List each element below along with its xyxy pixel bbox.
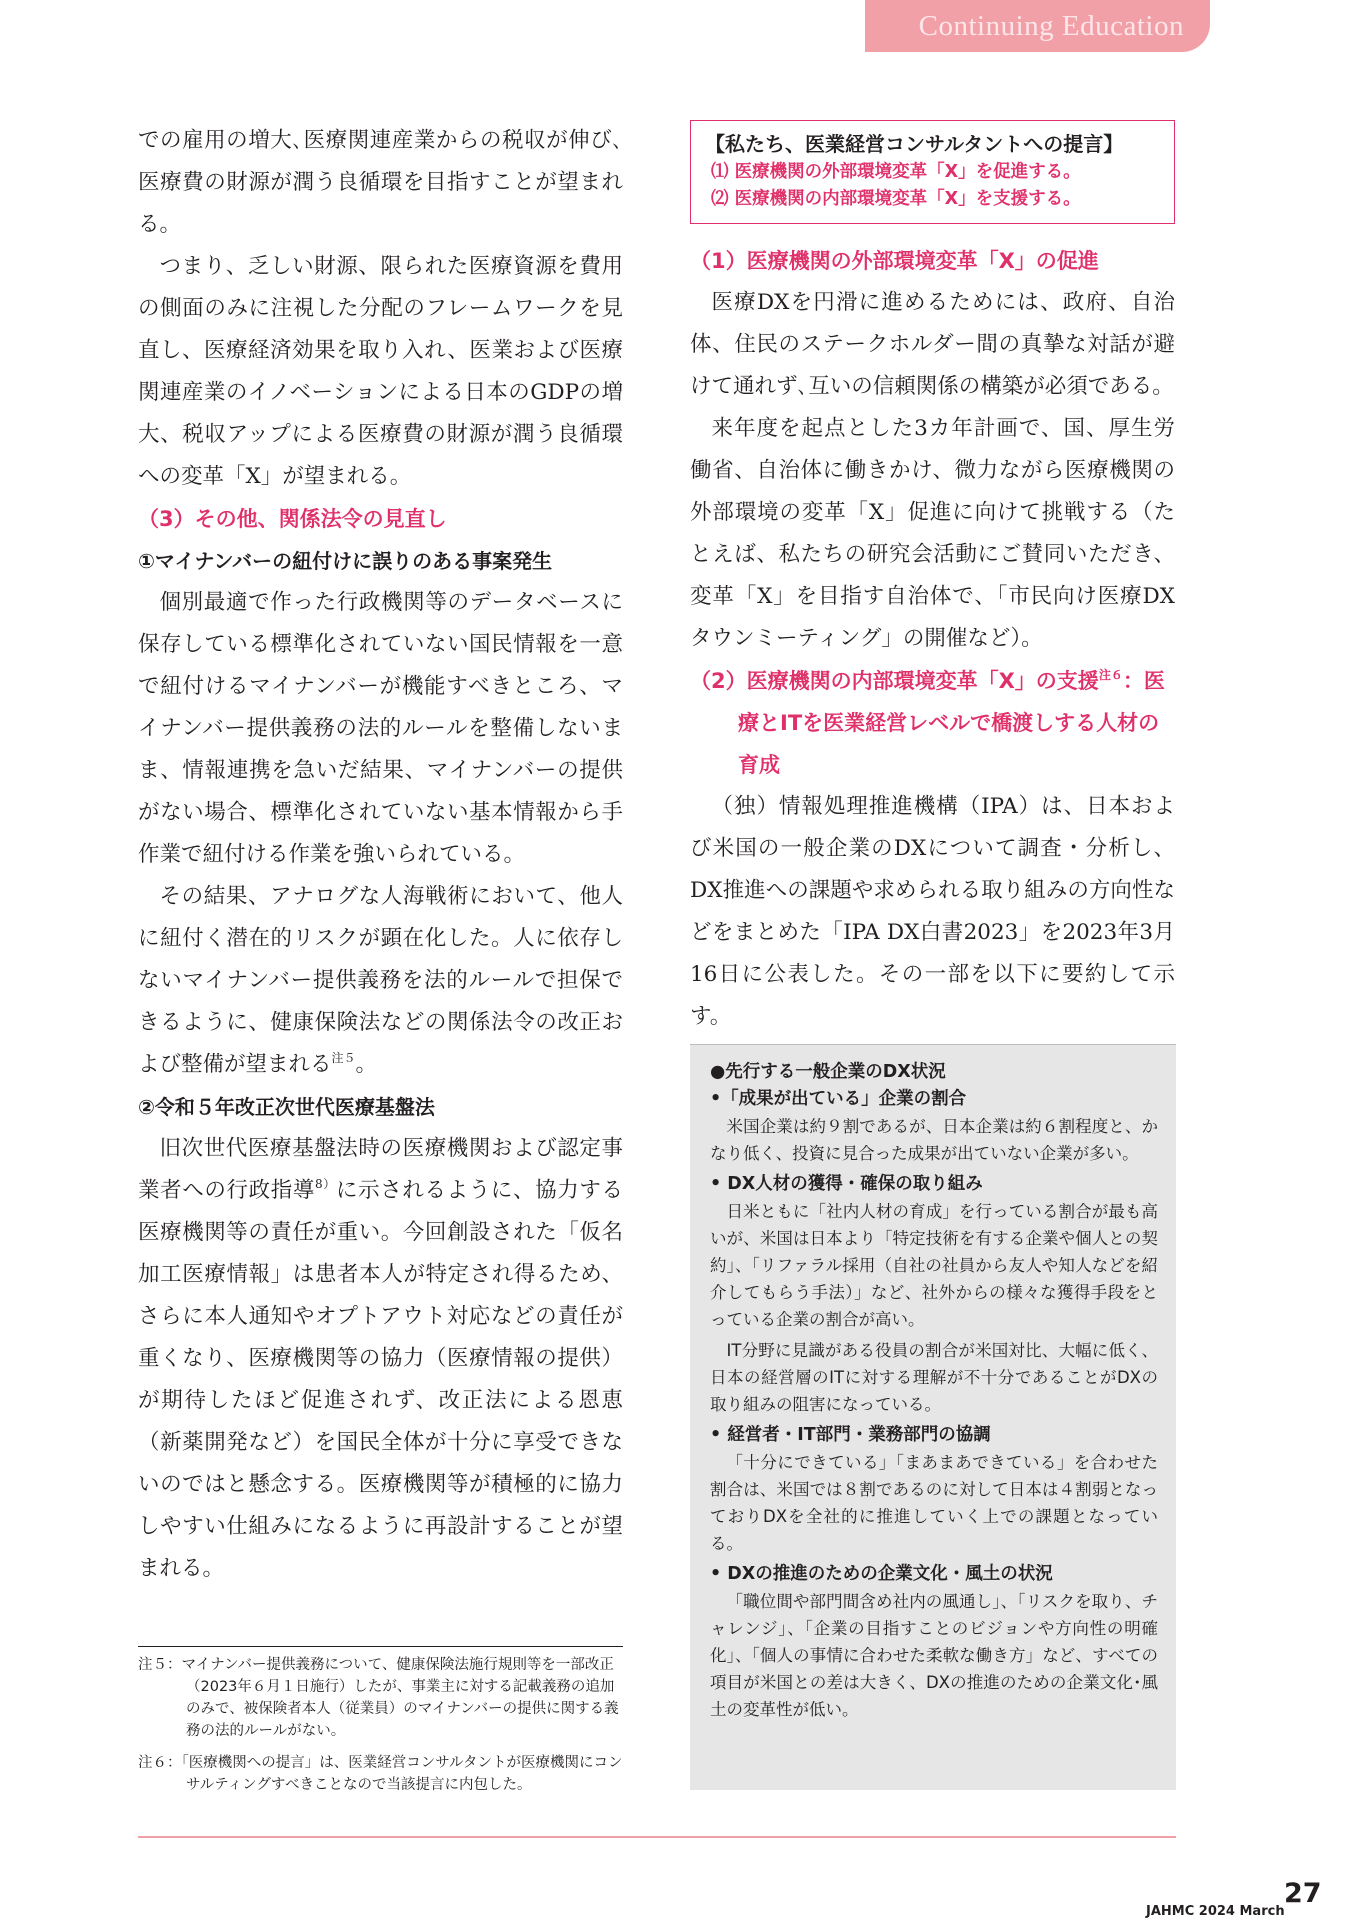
dx-text-talent-2: IT分野に見識がある役員の割合が米国対比、大幅に低く、日本の経営層のITに対する理解が不十分であることがDXの取り組みの阻害になっている。 xyxy=(710,1341,1158,1414)
note-5-ref: 注５ xyxy=(331,1051,356,1065)
note-6-ref: 注６ xyxy=(1098,668,1123,682)
section-2-heading-b: ：医療とITを医業経営レベルで橋渡しする人材の育成 xyxy=(738,669,1165,777)
paragraph-mynumber-b-end: 。 xyxy=(355,1052,378,1077)
paragraph-tsumari: つまり、乏しい財源、限られた医療資源を費用の側面のみに注視した分配のフレームワークを見直し、医療経済効果を取り入れ、医業および医療関連産業のイノベーションによる日本のGDPの増大、税収アップによる医療費の財源が潤う良循環への変革「X」が望まれる。 xyxy=(138,254,623,489)
subheading-mynumber: ①マイナンバーの紐付けに誤りのある事案発生 xyxy=(138,549,553,573)
notes-divider xyxy=(138,1646,623,1647)
dx-text-results: 米国企業は約９割であるが、日本企業は約６割程度と、かなり低く、投資に見合った成果が出ていない企業が多い。 xyxy=(710,1117,1158,1163)
journal-name: JAHMC 2024 March xyxy=(1146,1904,1285,1919)
dx-text-talent-1: 日米ともに「社内人材の育成」を行っている割合が最も高いが、米国は日本より「特定技術を有する企業や個人との契約」、「リファラル採用（自社の社員から友人や知人などを紹介してもらう手法）」など、社外からの様々な獲得手段をとっている企業の割合が高い。 xyxy=(710,1202,1158,1329)
page-number: 27 xyxy=(1284,1878,1322,1909)
footer-divider xyxy=(138,1836,1176,1838)
paragraph-ipa: （独）情報処理推進機構（IPA）は、日本および米国の一般企業のDXについて調査・分析し、DX推進への課題や求められる取り組みの方向性などをまとめた「IPA DX白書2023」を2023年3月16日に公表した。その一部を以下に要約して示す。 xyxy=(690,794,1175,1029)
dx-box-title: ●先行する一般企業のDX状況 xyxy=(710,1062,946,1082)
section-2-heading xyxy=(690,660,1175,786)
right-column xyxy=(690,120,1175,1038)
dx-bullet-cooperation: • 経営者・IT部門・業務部門の協調 xyxy=(710,1425,991,1445)
proposal-item-1: ⑴ 医療機関の外部環境変革「X」を促進する。 xyxy=(711,162,1081,182)
proposal-box xyxy=(690,120,1175,224)
dx-text-cooperation: 「十分にできている」「まあまあできている」を合わせた割合は、米国では８割であるのに対して日本は４割弱となっておりDXを全社的に推進していく上での課題となっている。 xyxy=(710,1453,1158,1553)
dx-bullet-talent: • DX人材の獲得・確保の取り組み xyxy=(710,1174,983,1194)
paragraph-next-gen-law xyxy=(138,1128,623,1590)
paragraph-intro: での雇用の増大､医療関連産業からの税収が伸び､医療費の財源が潤う良循環を目指すことが望まれる｡ xyxy=(138,128,623,237)
paragraph-next-gen-law-a: 旧次世代医療基盤法時の医療機関および認定事業者への行政指導 xyxy=(138,1136,623,1203)
banner-label: Continuing Education xyxy=(918,10,1184,42)
footnote-6: 注６：「医療機関への提言」は、医業経営コンサルタントが医療機関にコンサルティングすべきことなので当該提言に内包した。 xyxy=(138,1755,623,1793)
footnote-5: 注５：マイナンバー提供義務について、健康保険法施行規則等を一部改正（2023年６月１日施行）したが、事業主に対する記載義務の追加のみで、被保険者本人（従業員）のマイナンバーの提供に関する義務の法的ルールがない。 xyxy=(138,1657,619,1739)
dx-bullet-results: •「成果が出ている」企業の割合 xyxy=(710,1089,967,1109)
dx-text-culture: 「職位間や部門間含め社内の風通し」、「リスクを取り、チャレンジ」、「企業の目指すことのビジョンや方向性の明確化」、「個人の事情に合わせた柔軟な働き方」など、すべての項目が米国との差は大きく、DXの推進のための企業文化･風土の変革性が低い。 xyxy=(710,1592,1158,1719)
paragraph-three-year-plan: 来年度を起点とした3カ年計画で、国、厚生労働省、自治体に働きかけ、微力ながら医療機関の外部環境の変革「X」促進に向けて挑戦する（たとえば、私たちの研究会活動にご賛同いただき、変革「X」を目指す自治体で、「市民向け医療DXタウンミーティング」の開催など）。 xyxy=(690,416,1175,651)
footnotes xyxy=(138,1654,628,1806)
section-3-heading: （3）その他、関係法令の見直し xyxy=(138,507,447,531)
section-1-heading: （1）医療機関の外部環境変革「X」の促進 xyxy=(690,249,1099,273)
left-column xyxy=(138,120,623,1590)
paragraph-next-gen-law-b: に示されるように、協力する医療機関等の責任が重い。今回創設された「仮名加工医療情報」は患者本人が特定され得るため、さらに本人通知やオプトアウト対応などの責任が重くなり、医療機関等の協力（医療情報の提供）が期待したほど促進されず、改正法による恩恵（新薬開発など）を国民全体が十分に享受できないのではと懸念する。医療機関等が積極的に協力しやすい仕組みになるように再設計することが望まれる。 xyxy=(138,1178,623,1581)
proposal-title: 【私たち、医業経営コンサルタントへの提言】 xyxy=(705,132,1124,156)
section-2-heading-a: （2）医療機関の内部環境変革「X」の支援 xyxy=(690,669,1099,693)
section-banner xyxy=(865,0,1210,52)
paragraph-mynumber-b xyxy=(138,876,623,1086)
proposal-item-2: ⑵ 医療機関の内部環境変革「X」を支援する。 xyxy=(711,189,1081,209)
paragraph-mynumber-b-text: その結果、アナログな人海戦術において、他人に紐付く潜在的リスクが顕在化した。人に依存しないマイナンバー提供義務を法的ルールで担保できるように、健康保険法などの関係法令の改正および整備が望まれる xyxy=(138,884,623,1077)
paragraph-mynumber-a: 個別最適で作った行政機関等のデータベースに保存している標準化されていない国民情報を一意で紐付けるマイナンバーが機能すべきところ、マイナンバー提供義務の法的ルールを整備しないまま、情報連携を急いだ結果、マイナンバーの提供がない場合、標準化されていない基本情報から手作業で紐付ける作業を強いられている。 xyxy=(138,590,623,867)
subheading-next-gen-law: ②令和５年改正次世代医療基盤法 xyxy=(138,1095,435,1119)
paragraph-dialogue: 医療DXを円滑に進めるためには、政府、自治体、住民のステークホルダー間の真摯な対話が避けて通れず､互いの信頼関係の構築が必須である｡ xyxy=(690,290,1175,399)
dx-status-box xyxy=(690,1044,1176,1790)
dx-bullet-culture: • DXの推進のための企業文化・風土の状況 xyxy=(710,1564,1053,1584)
reference-8: 8） xyxy=(315,1177,336,1191)
